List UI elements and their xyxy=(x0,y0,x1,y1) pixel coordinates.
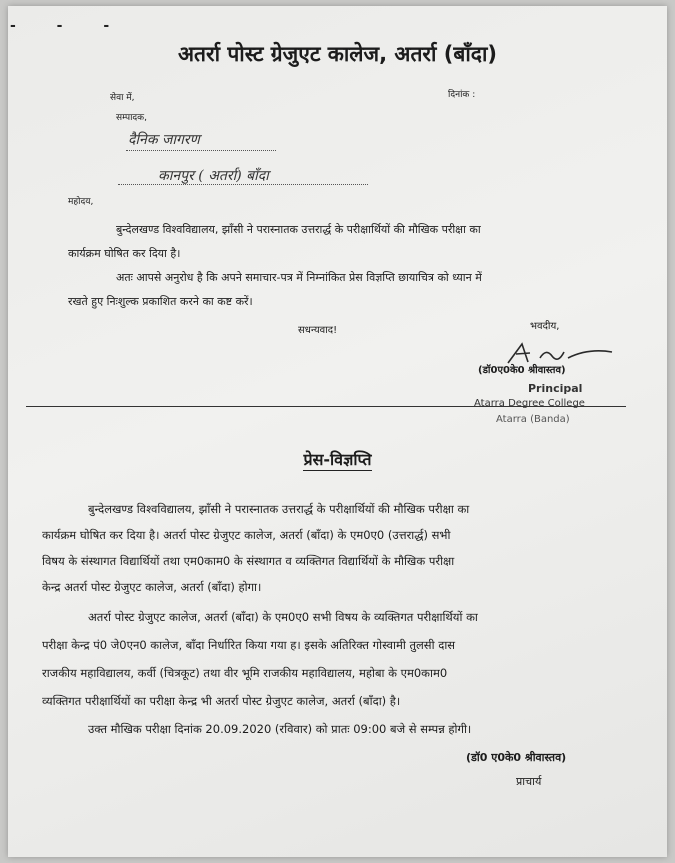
press-line: उक्त मौखिक परीक्षा दिनांक 20.09.2020 (रविवार) को प्रातः 09:00 बजे से सम्पन्न होगी। xyxy=(88,722,472,736)
address-line-2 xyxy=(118,184,368,185)
addressee-handwritten-1: दैनिक जागरण xyxy=(128,132,200,148)
letter-para2-line1: अतः आपसे अनुरोध है कि अपने समाचार-पत्र में निम्नांकित प्रेस विज्ञप्ति छायाचित्र को ध्यान में xyxy=(116,271,482,284)
thanks: सधन्यवाद! xyxy=(298,325,338,336)
section-divider xyxy=(26,406,626,407)
press-line: विषय के संस्थागत विद्यार्थियों तथा एम0काम0 के संस्थागत व व्यक्तिगत विद्यार्थियों के मौखिक परीक्षा xyxy=(42,554,455,568)
corner-marks: - - - xyxy=(10,18,128,34)
signatory-name: (डॉ0ए0के0 श्रीवास्तव) xyxy=(478,365,566,376)
press-line: परीक्षा केन्द्र पं0 जे0एन0 कालेज, बाँदा निर्धारित किया गया ह। इसके अतिरिक्त गोस्वामी तुलसी दास xyxy=(42,638,456,652)
press-designation: प्राचार्य xyxy=(516,775,542,788)
stamp-principal: Principal xyxy=(528,382,583,395)
college-title: अतर्रा पोस्ट ग्रेजुएट कालेज, अतर्रा (बाँदा) xyxy=(178,42,497,66)
addressee-handwritten-2: कानपुर ( अतर्रा) बाँदा xyxy=(158,168,269,184)
press-signatory: (डॉ0 ए0के0 श्रीवास्तव) xyxy=(466,751,567,764)
press-line: राजकीय महाविद्यालय, कर्वी (चित्रकूट) तथा वीर भूमि राजकीय महाविद्यालय, महोबा के एम0काम0 xyxy=(42,666,448,680)
press-release-title: प्रेस-विज्ञप्ति xyxy=(303,450,372,469)
addressee-label: सम्पादक, xyxy=(116,113,147,123)
letter-para2-line2: रखते हुए निःशुल्क प्रकाशित करने का कष्ट करें। xyxy=(68,295,253,308)
press-line: बुन्देलखण्ड विश्वविद्यालय, झाँसी ने परास्नातक उत्तरार्द्ध के परीक्षार्थियों की मौखिक परीक्षा का xyxy=(88,502,470,516)
date-label: दिनांक : xyxy=(448,90,476,100)
press-line: अतर्रा पोस्ट ग्रेजुएट कालेज, अतर्रा (बाँदा) के एम0ए0 सभी विषय के व्यक्तिगत परीक्षार्थियों का xyxy=(88,610,478,624)
address-line-1 xyxy=(126,150,276,151)
salutation: महोदय, xyxy=(68,197,94,207)
letter-para1-line2: कार्यक्रम घोषित कर दिया है। xyxy=(68,247,181,260)
letter-para1-line1: बुन्देलखण्ड विश्वविद्यालय, झाँसी ने परास्नातक उत्तरार्द्ध के परीक्षार्थियों की मौखिक परीक्षा का xyxy=(116,223,481,236)
stamp-place: Atarra (Banda) xyxy=(496,414,570,425)
to-label: सेवा में, xyxy=(110,93,135,103)
yours: भवदीय, xyxy=(530,321,560,332)
stamp-college: Atarra Degree College xyxy=(474,398,585,409)
press-line: कार्यक्रम घोषित कर दिया है। अतर्रा पोस्ट ग्रेजुएट कालेज, अतर्रा (बाँदा) के एम0ए0 (उत्तरार्द्ध) सभी xyxy=(42,528,451,542)
press-line: केन्द्र अतर्रा पोस्ट ग्रेजुएट कालेज, अतर्रा (बाँदा) होगा। xyxy=(42,580,262,594)
press-line: व्यक्तिगत परीक्षार्थियों का परीक्षा केन्द्र भी अतर्रा पोस्ट ग्रेजुएट कालेज, अतर्रा (बाँदा) है। xyxy=(42,694,401,708)
letter-page xyxy=(8,6,667,857)
